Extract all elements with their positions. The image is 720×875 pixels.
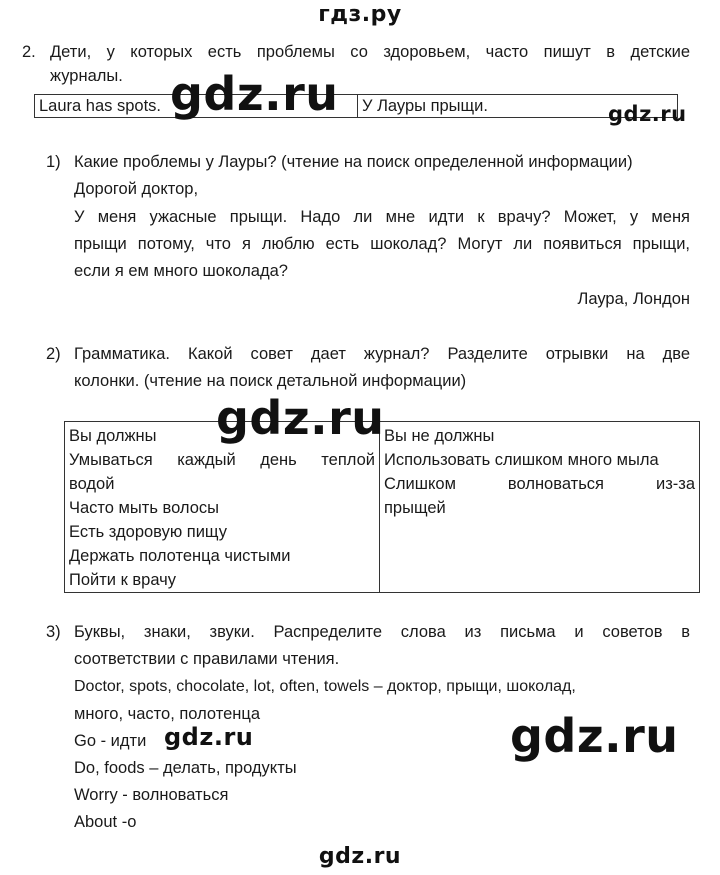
part3-line-1: Буквы, знаки, звуки. Распределите слова из письма и советов в — [74, 623, 690, 641]
watermark: gdz.ru — [318, 844, 402, 869]
part1-number: 1) — [46, 153, 61, 171]
advice-must-item: Пойти к врачу — [69, 571, 177, 589]
part1-line-4: прыщи потому, что я люблю есть шоколад? Могут ли появиться прыщи, — [74, 235, 690, 253]
part2-line-2: колонки. (чтение на поиск детальной информации) — [74, 372, 467, 390]
part3-line-5: Go - идти — [74, 732, 147, 750]
part1-signature: Лаура, Лондон — [577, 290, 690, 308]
task-number: 2. — [22, 43, 36, 61]
advice-must-item: Есть здоровую пищу — [69, 523, 227, 541]
advice-mustnt-item: Использовать слишком много мыла — [384, 451, 659, 469]
part3-line-4: много, часто, полотенца — [74, 705, 261, 723]
task-line-2: журналы. — [50, 67, 123, 85]
watermark: gdz.ru — [510, 709, 679, 763]
advice-must-item: Часто мыть волосы — [69, 499, 219, 517]
advice-mustnt-column — [380, 422, 700, 593]
watermark: gdz.ru — [164, 723, 254, 751]
advice-mustnt-item: Слишком волноваться из-за — [384, 475, 695, 493]
advice-must-item: Умываться каждый день теплой — [69, 451, 375, 469]
site-title: гдз.ру — [318, 2, 402, 27]
watermark: gdz.ru — [170, 67, 339, 121]
part1-line-2: Дорогой доктор, — [74, 180, 199, 198]
task-line-1: Дети, у которых есть проблемы со здоровьем, часто пишут в детские — [50, 43, 690, 61]
part2-line-1: Грамматика. Какой совет дает журнал? Разделите отрывки на две — [74, 345, 690, 363]
part3-line-6: Do, foods – делать, продукты — [74, 759, 297, 777]
advice-must-item: Держать полотенца чистыми — [69, 547, 291, 565]
advice-must-item: водой — [69, 475, 115, 493]
part1-line-3: У меня ужасные прыщи. Надо ли мне идти к врачу? Может, у меня — [74, 208, 690, 226]
part2-number: 2) — [46, 345, 61, 363]
part3-line-3: Doctor, spots, chocolate, lot, often, towels – доктор, прыщи, шоколад, — [74, 678, 576, 695]
part3-number: 3) — [46, 623, 61, 641]
watermark: gdz.ru — [608, 102, 687, 126]
part3-line-2: соответствии с правилами чтения. — [74, 650, 340, 668]
part3-line-8: About -o — [74, 813, 137, 831]
part1-line-1: Какие проблемы у Лауры? (чтение на поиск определенной информации) — [74, 153, 633, 171]
part1-line-5: если я ем много шоколада? — [74, 262, 288, 280]
vocab-table — [34, 94, 678, 118]
watermark: gdz.ru — [216, 391, 385, 445]
advice-must-item: Вы должны — [69, 427, 157, 445]
advice-mustnt-item: Вы не должны — [384, 427, 495, 445]
advice-must-column — [65, 422, 380, 593]
part3-line-7: Worry - волноваться — [74, 786, 229, 804]
vocab-russian: У Лауры прыщи. — [358, 95, 678, 118]
vocab-english: Laura has spots. — [35, 95, 358, 118]
advice-table — [64, 421, 700, 593]
advice-mustnt-item: прыщей — [384, 499, 446, 517]
